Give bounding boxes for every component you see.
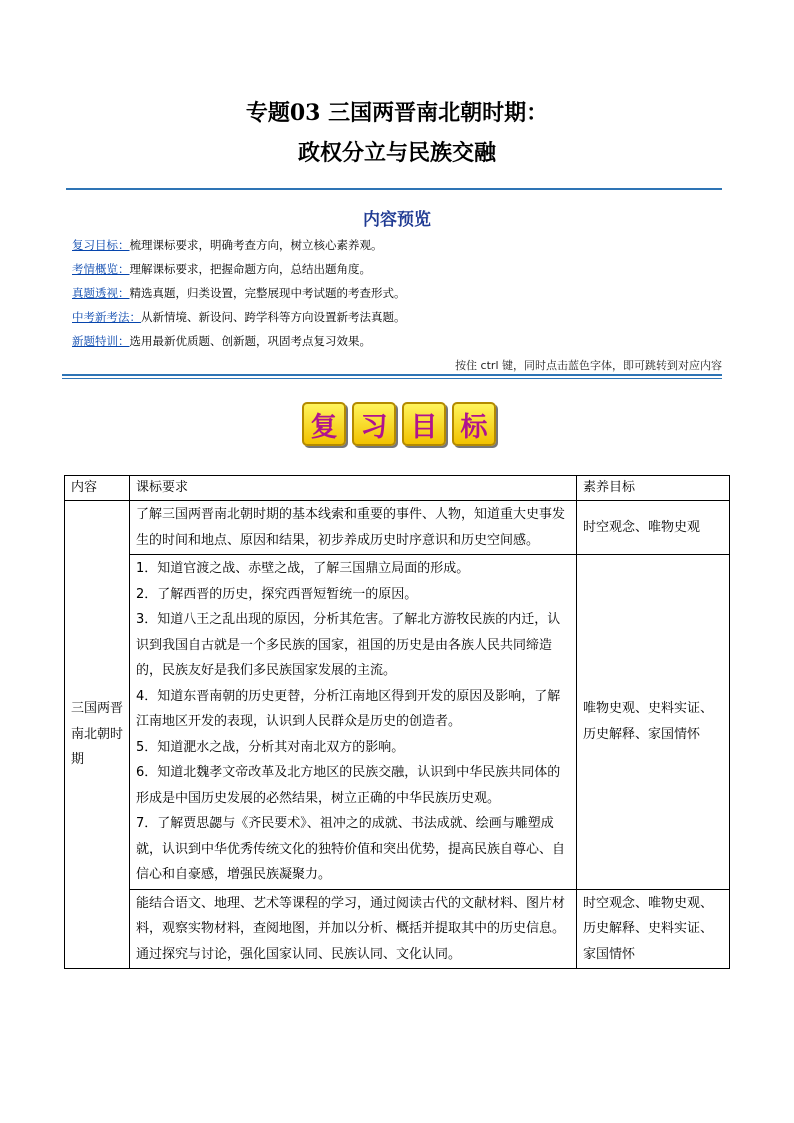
page-title-line1: 专题03 三国两晋南北朝时期： [245, 100, 549, 126]
goal-cell: 时空观念、唯物史观、历史解释、史料实证、家国情怀 [577, 889, 730, 969]
banner-tile [302, 402, 346, 446]
divider-top [66, 188, 722, 190]
preview-item [72, 237, 722, 261]
preview-link-new-training[interactable]: 新题特训： [72, 334, 130, 348]
requirement-cell [130, 889, 577, 969]
table-row [65, 501, 730, 555]
preview-list [72, 237, 722, 357]
requirement-line: 2．了解西晋的历史，探究西晋短暂统一的原因。 [136, 586, 418, 602]
preview-item-text: 梳理课标要求，明确考查方向，树立核心素养观。 [129, 238, 383, 252]
preview-link-review-goals[interactable]: 复习目标： [72, 238, 130, 252]
preview-item [72, 333, 722, 357]
requirement-line: 1．知道官渡之战、赤壁之战，了解三国鼎立局面的形成。 [136, 561, 470, 576]
table-header-row [65, 476, 730, 501]
preview-item-text: 精选真题，归类设置，完整展现中考试题的考查形式。 [129, 286, 406, 300]
banner-tile [352, 402, 396, 446]
preview-link-exam-overview[interactable]: 考情概览： [72, 262, 130, 276]
preview-item [72, 261, 722, 285]
topic-cell: 三国两晋南北朝时期 [65, 501, 130, 969]
banner-char: 复 [310, 411, 338, 443]
header-content: 内容 [65, 476, 130, 501]
requirement-line: 5．知道淝水之战，分析其对南北双方的影响。 [136, 739, 405, 755]
goal-cell: 唯物史观、史料实证、历史解释、家国情怀 [577, 555, 730, 890]
banner-char: 习 [360, 411, 388, 443]
preview-title: 内容预览 [363, 210, 431, 230]
banner-tile [402, 402, 446, 446]
banner-char: 目 [410, 411, 438, 443]
header-requirements: 课标要求 [130, 476, 577, 501]
requirement-cell [130, 555, 577, 890]
page-title-line2: 政权分立与民族交融 [297, 140, 496, 166]
preview-item [72, 285, 722, 309]
banner-char: 标 [460, 411, 488, 443]
preview-link-real-questions[interactable]: 真题透视： [72, 286, 130, 300]
requirement-line: 4．知道东晋南朝的历史更替，分析江南地区得到开发的原因及影响，了解江南地区开发的表现，认识到人民群众是历史的创造者。 [136, 688, 561, 729]
review-goals-banner [302, 402, 496, 446]
requirement-cell [130, 501, 577, 555]
preview-item-text: 理解课标要求，把握命题方向，总结出题角度。 [129, 262, 371, 276]
banner-tile [452, 402, 496, 446]
preview-item-text: 从新情境、新设问、跨学科等方向设置新考法真题。 [141, 310, 406, 324]
requirement-line: 3．知道八王之乱出现的原因，分析其危害。了解北方游牧民族的内迁，认识到我国自古就是一个多民族的国家，祖国的历史是由各族人民共同缔造的，民族友好是我们多民族国家发展的主流。 [136, 612, 561, 678]
requirement-line: 了解三国两晋南北朝时期的基本线索和重要的事件、人物，知道重大史事发生的时间和地点、原因和结果，初步养成历史时序意识和历史空间感。 [136, 507, 566, 548]
preview-item [72, 309, 722, 333]
curriculum-table [64, 475, 730, 969]
goal-cell: 时空观念、唯物史观 [577, 501, 730, 555]
preview-link-new-methods[interactable]: 中考新考法： [72, 310, 141, 324]
table-row [65, 555, 730, 890]
preview-item-text: 选用最新优质题、创新题，巩固考点复习效果。 [129, 334, 371, 348]
requirement-line: 能结合语文、地理、艺术等课程的学习，通过阅读古代的文献材料、图片材料，观察实物材料，查阅地图，并加以分析、概括并提取其中的历史信息。通过探究与讨论，强化国家认同、民族认同、文化认同。 [136, 895, 566, 962]
requirement-line: 7．了解贾思勰与《齐民要术》、祖冲之的成就、书法成就、绘画与雕塑成就，认识到中华优秀传统文化的独特价值和突出优势，提高民族自尊心、自信心和自豪感，增强民族凝聚力。 [136, 816, 566, 882]
table-row [65, 889, 730, 969]
ctrl-hint: 按住 ctrl 键，同时点击蓝色字体，即可跳转到对应内容 [455, 359, 722, 372]
requirement-line: 6．知道北魏孝文帝改革及北方地区的民族交融，认识到中华民族共同体的形成是中国历史发展的必然结果，树立正确的中华民族历史观。 [136, 765, 561, 806]
header-literacy-goals: 素养目标 [577, 476, 730, 501]
divider-bottom-thin [62, 378, 722, 379]
divider-bottom [62, 374, 722, 376]
